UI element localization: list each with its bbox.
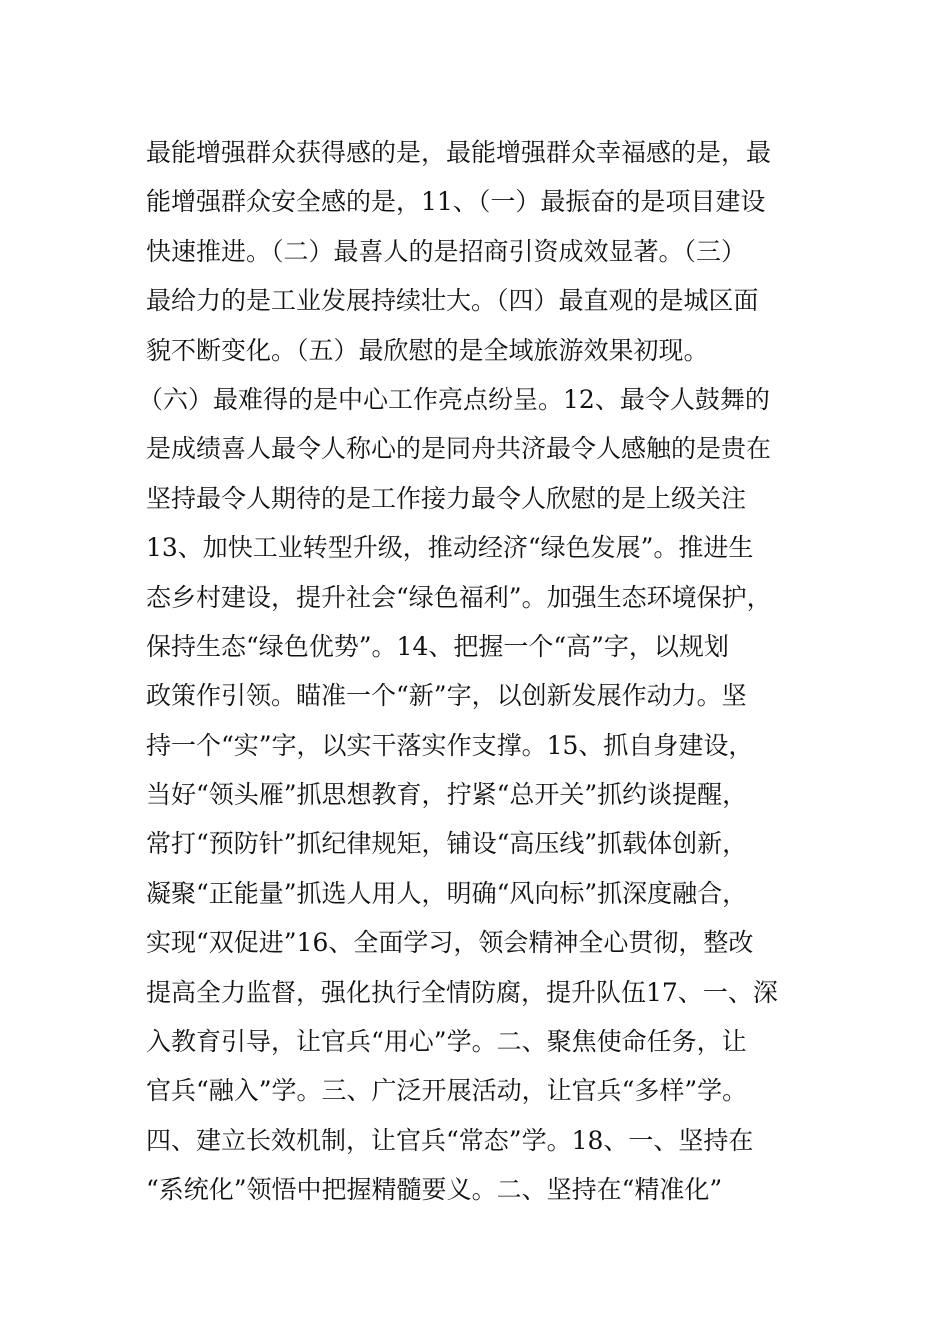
text-line: 是成绩喜人最令人称心的是同舟共济最令人感触的是贵在	[146, 434, 772, 464]
text-line: 快速推进。（二）最喜人的是招商引资成效显著。（三）	[146, 236, 747, 266]
text-line: （六）最难得的是中心工作亮点纷呈。12、最令人鼓舞的	[138, 384, 770, 414]
text-line: “系统化”领悟中把握精髓要义。二、坚持在“精准化”	[146, 1175, 723, 1205]
text-line: 保持生态“绿色优势”。14、把握一个“高”字，以规划	[146, 631, 729, 661]
text-line: 貌不断变化。（五）最欣慰的是全域旅游效果初现。	[146, 335, 709, 365]
text-line: 四、建立长效机制，让官兵“常态”学。18、一、坚持在	[146, 1125, 754, 1155]
text-line: 能增强群众安全感的是，11、（一）最振奋的是项目建设	[146, 187, 766, 217]
text-line: 提高全力监督，强化执行全情防腐，提升队伍17、一、深	[146, 977, 778, 1007]
text-line: 13、加快工业转型升级，推动经济“绿色发展”。推进生	[146, 533, 754, 563]
text-line: 凝聚“正能量”抓选人用人，明确“风向标”抓深度融合，	[146, 878, 748, 908]
text-line: 当好“领头雁”抓思想教育，拧紧“总开关”抓约谈提醒，	[146, 780, 748, 810]
text-line: 常打“预防针”抓纪律规矩，铺设“高压线”抓载体创新，	[146, 829, 748, 859]
text-line: 最能增强群众获得感的是，最能增强群众幸福感的是，最	[146, 138, 772, 167]
text-line: 坚持最令人期待的是工作接力最令人欣慰的是上级关注	[146, 483, 747, 513]
body-text	[138, 128, 806, 1215]
text-line: 官兵“融入”学。三、广泛开展活动，让官兵“多样”学。	[146, 1076, 748, 1106]
text-line: 持一个“实”字，以实干落实作支撑。15、抓自身建设，	[146, 730, 754, 760]
text-line: 政策作引领。瞄准一个“新”字，以创新发展作动力。坚	[146, 681, 747, 711]
text-line: 实现“双促进”16、全面学习，领会精神全心贯彻，整改	[146, 928, 754, 958]
text-line: 态乡村建设，提升社会“绿色福利”。加强生态环境保护，	[146, 582, 772, 612]
text-line: 最给力的是工业发展持续壮大。（四）最直观的是城区面	[146, 286, 759, 316]
text-line: 入教育引导，让官兵“用心”学。二、聚焦使命任务，让	[146, 1027, 747, 1057]
